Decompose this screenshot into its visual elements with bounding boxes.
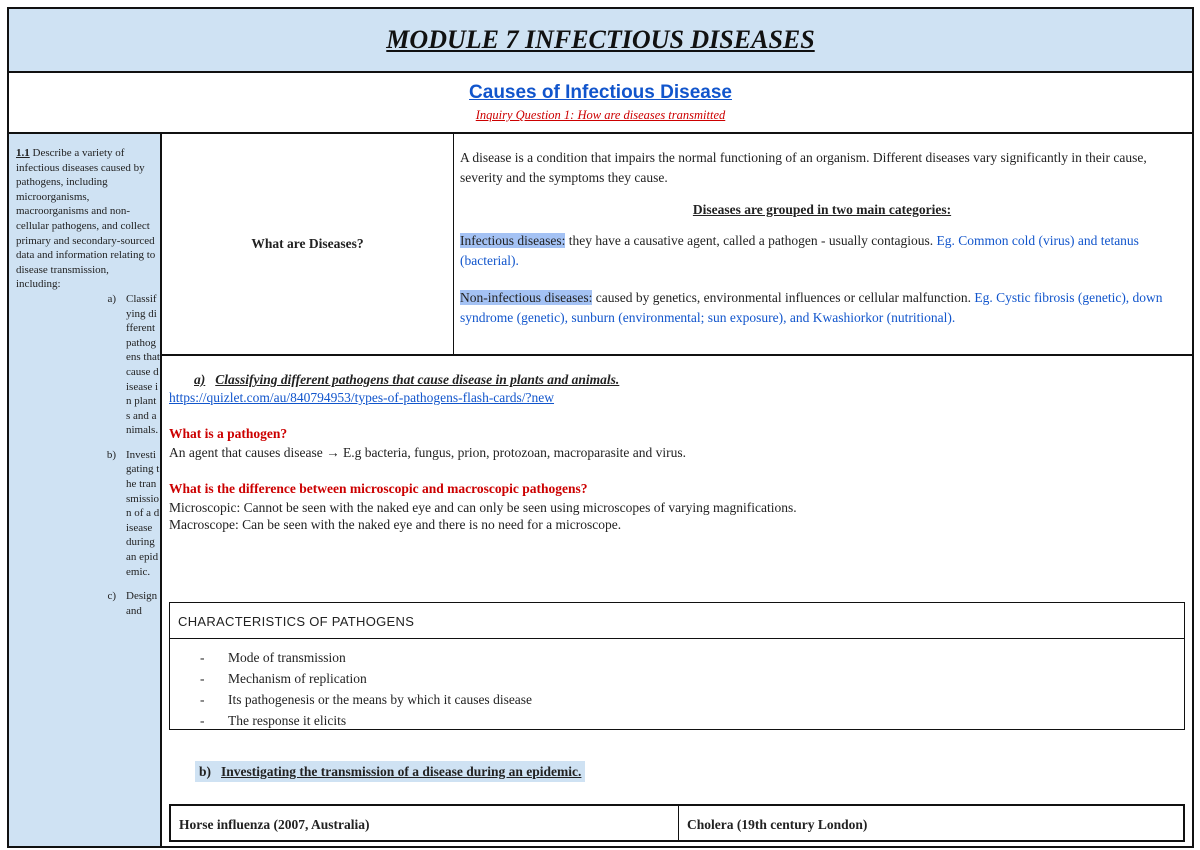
- syllabus-intro: [16, 146, 156, 292]
- section-a-heading: [169, 371, 1192, 388]
- table-header-cholera: Cholera (19th century London): [687, 817, 868, 832]
- characteristics-heading: CHARACTERISTICS OF PATHOGENS: [170, 603, 1184, 639]
- characteristics-list: [170, 639, 1184, 731]
- characteristics-table: [169, 602, 1185, 730]
- list-item-text: Its pathogenesis or the means by which it causes disease: [228, 692, 533, 707]
- non-infectious-example: Eg. Cystic fibrosis (genetic), down syndrome (genetic), sunburn (environmental; sun exposure), and Kwashiorkor (nutritional).: [460, 290, 1163, 325]
- answer-macroscopic: Macroscope: Can be seen with the naked eye and there is no need for a microscope.: [169, 517, 622, 532]
- list-item: - Mode of transmission: [200, 650, 346, 665]
- epidemic-table: [169, 804, 1185, 842]
- question-micro-macro: What is the difference between microscopic and macroscopic pathogens?: [169, 481, 588, 496]
- document-sheet: [7, 7, 1194, 848]
- section-a-letter: a): [194, 372, 206, 387]
- syllabus-item-text: Classifying different pathogens that cause disease in plants and animals.: [126, 292, 160, 437]
- section-b-title: Investigating the transmission of a disease during an epidemic.: [221, 764, 582, 779]
- syllabus-sublist: [16, 292, 160, 618]
- categories-heading: Diseases are grouped in two main categories:: [692, 202, 952, 217]
- syllabus-item-letter: b): [106, 448, 116, 461]
- section-b-letter: b): [199, 764, 212, 779]
- non-infectious-paragraph: [460, 288, 1184, 328]
- diseases-label-cell: [162, 134, 454, 356]
- disease-definition: A disease is a condition that impairs the normal functioning of an organism. Different diseases vary significantly in their cause, severity and the symptoms they cause.: [460, 150, 1147, 185]
- list-item-text: Mode of transmission: [228, 650, 346, 665]
- section-header: [9, 73, 1192, 134]
- list-item: - Mechanism of replication: [200, 671, 367, 686]
- table-header-horse-influenza: Horse influenza (2007, Australia): [171, 806, 679, 840]
- list-item: - The response it elicits: [200, 713, 347, 728]
- pathogens-section: [162, 356, 1192, 846]
- infectious-paragraph: [460, 231, 1184, 271]
- syllabus-column: [9, 134, 162, 846]
- infectious-term: Infectious diseases:: [460, 233, 566, 248]
- section-a-title: Classifying different pathogens that cause disease in plants and animals.: [215, 372, 620, 387]
- syllabus-item-c: [16, 589, 160, 618]
- syllabus-item-b: [16, 448, 160, 579]
- diseases-label: What are Diseases?: [251, 236, 364, 251]
- infectious-example: Eg. Common cold (virus) and tetanus (bacterial).: [460, 233, 1139, 268]
- non-infectious-text: caused by genetics, environmental influences or cellular malfunction.: [592, 290, 975, 305]
- syllabus-item-a: [16, 292, 160, 438]
- syllabus-number: 1.1: [16, 147, 30, 159]
- answer-pathogen: An agent that causes disease → E.g bacteria, fungus, prion, protozoan, macroparasite and virus.: [169, 445, 686, 460]
- syllabus-item-letter: c): [107, 590, 116, 603]
- module-title: MODULE 7 INFECTIOUS DISEASES: [386, 25, 815, 54]
- syllabus-intro-text: Describe a variety of infectious diseases caused by pathogens, including microorganisms, macroorganisms and non-cellular pathogens, and collect primary and secondary-sourced data and information relating to disease transmission, including:: [16, 147, 156, 291]
- list-item-text: The response it elicits: [228, 713, 347, 728]
- non-infectious-term: Non-infectious diseases:: [460, 290, 593, 305]
- answer-microscopic: Microscopic: Cannot be seen with the naked eye and can only be seen using microscopes of varying magnifications.: [169, 500, 797, 515]
- quizlet-link[interactable]: https://quizlet.com/au/840794953/types-of-pathogens-flash-cards/?new: [169, 390, 555, 405]
- inquiry-question: Inquiry Question 1: How are diseases transmitted: [475, 108, 726, 122]
- syllabus-item-text: Investigating the transmission of a disease during an epidemic.: [126, 448, 160, 578]
- syllabus-item-letter: a): [107, 292, 116, 305]
- question-pathogen: What is a pathogen?: [169, 426, 288, 441]
- section-b-heading: [195, 761, 585, 782]
- section-title: Causes of Infectious Disease: [469, 82, 732, 103]
- infectious-text: they have a causative agent, called a pathogen - usually contagious.: [565, 233, 937, 248]
- list-item: - Its pathogenesis or the means by which it causes disease: [200, 692, 533, 707]
- diseases-content-cell: [454, 134, 1192, 356]
- syllabus-item-text: Design and: [126, 590, 158, 617]
- list-item-text: Mechanism of replication: [228, 671, 367, 686]
- module-title-bar: [9, 9, 1192, 73]
